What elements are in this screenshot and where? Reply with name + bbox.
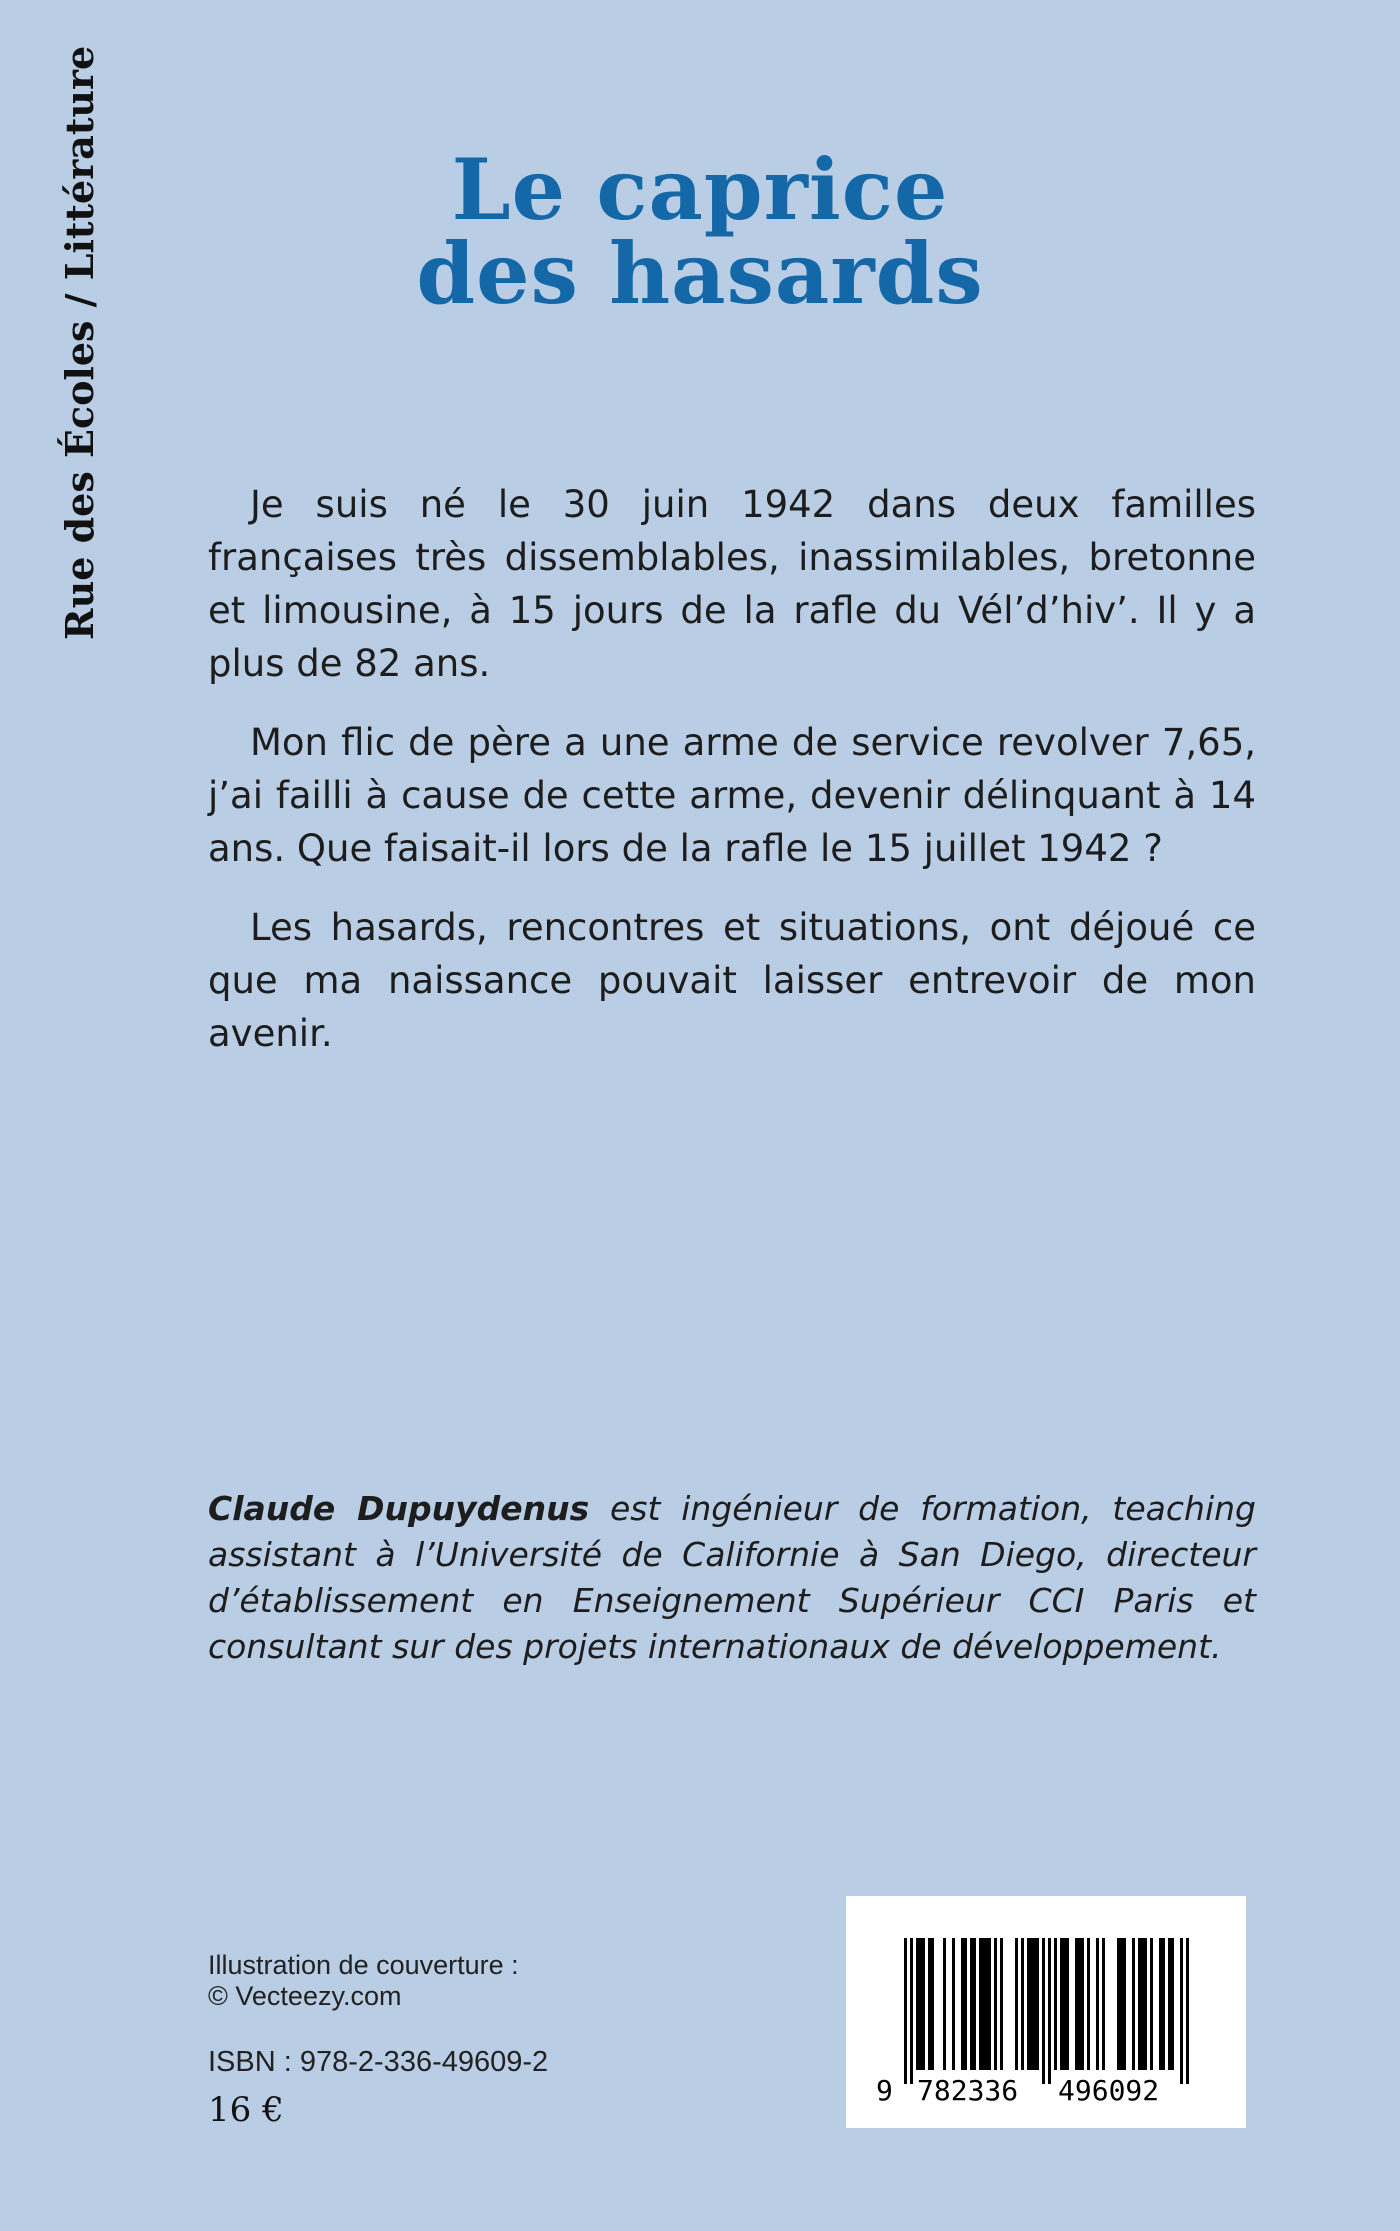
barcode-bar [994, 1938, 997, 2070]
credit-line: Illustration de couverture : [208, 1950, 519, 1980]
blurb-paragraph: Je suis né le 30 juin 1942 dans deux familles françaises très dissemblables, inassimilables, bretonne et limousine, à 15 jours de la rafle du Vél’d’hiv’. Il y a plus de 82 ans. [208, 483, 1256, 685]
barcode-bar [1063, 1938, 1066, 2070]
barcode-bar [1141, 1938, 1144, 2070]
barcode-guard-bar [910, 1938, 913, 2084]
blurb-paragraph: Les hasards, rencontres et situations, ont déjoué ce que ma naissance pouvait laisser entrevoir de mon avenir. [208, 906, 1256, 1055]
barcode-bar [1102, 1938, 1105, 2070]
barcode-digit-first: 9 [876, 2074, 893, 2107]
barcode-bar [1075, 1938, 1078, 2070]
barcode-bar [1144, 1938, 1147, 2070]
author-bio-text: est ingénieur de formation, teaching assistant à l’Université de Californie à San Diego, directeur d’établissement en Enseignement Supérieur CCI Paris et consultant sur des projets internationaux de développement. [208, 1489, 1256, 1666]
blurb [208, 478, 1256, 1086]
barcode-bar [952, 1938, 955, 2070]
barcode-bar [979, 1938, 982, 2070]
collection-name: Rue des Écoles / Littérature [57, 45, 102, 640]
barcode-bar [931, 1938, 934, 2070]
barcode-bar [1015, 1938, 1018, 2070]
barcode-bar [1054, 1938, 1057, 2070]
barcode-bar [1159, 1938, 1162, 2070]
barcode-bar [1162, 1938, 1165, 2070]
barcode-bar [1033, 1938, 1036, 2070]
barcode [846, 1896, 1246, 2128]
barcode-bar [1168, 1938, 1171, 2070]
cover-credits [208, 1950, 688, 2012]
barcode-bar [1066, 1938, 1069, 2070]
price: 16 € [208, 2090, 284, 2130]
barcode-digits-left: 782336 [917, 2074, 1019, 2107]
barcode-bar [988, 1938, 991, 2070]
barcode-bar [1150, 1938, 1153, 2070]
author-bio [208, 1486, 1256, 1670]
barcode-bar [973, 1938, 976, 2070]
barcode-bar [964, 1938, 967, 2070]
isbn: ISBN : 978-2-336-49609-2 [208, 2046, 549, 2078]
barcode-bar [1081, 1938, 1084, 2070]
barcode-bar [1123, 1938, 1126, 2070]
barcode-bar [961, 1938, 964, 2070]
title-line-1: Le caprice [451, 140, 949, 239]
book-title [300, 140, 1100, 323]
barcode-bar [1096, 1938, 1099, 2070]
barcode-bar [1030, 1938, 1033, 2070]
barcode-bar [1138, 1938, 1141, 2070]
barcode-bar [1078, 1938, 1081, 2070]
barcode-bar [1171, 1938, 1174, 2070]
barcode-bar [916, 1938, 919, 2070]
barcode-bar [1087, 1938, 1090, 2070]
barcode-bar [928, 1938, 931, 2070]
barcode-bar [1027, 1938, 1030, 2070]
barcode-bar [1120, 1938, 1123, 2070]
title-line-2: des hasards [416, 224, 984, 323]
blurb-paragraph: Mon flic de père a une arme de service revolver 7,65, j’ai failli à cause de cette arme, devenir délinquant à 14 ans. Que faisait-il lors de la rafle le 15 juillet 1942 ? [208, 721, 1256, 870]
barcode-bar [985, 1938, 988, 2070]
barcode-guard-bar [1186, 1938, 1189, 2084]
barcode-bar [922, 1938, 925, 2070]
barcode-graphic [846, 1896, 1246, 2128]
barcode-guard-bar [904, 1938, 907, 2084]
barcode-guard-bar [1180, 1938, 1183, 2084]
barcode-bar [982, 1938, 985, 2070]
barcode-digits-right: 496092 [1058, 2074, 1160, 2107]
barcode-bar [1021, 1938, 1024, 2070]
barcode-bar [1117, 1938, 1120, 2070]
barcode-bar [943, 1938, 946, 2070]
spine-label [50, 45, 110, 640]
author-name: Claude Dupuydenus [208, 1489, 590, 1528]
barcode-bar [919, 1938, 922, 2070]
barcode-bar [1132, 1938, 1135, 2070]
credit-line: © Vecteezy.com [208, 1981, 402, 2011]
barcode-bar [1060, 1938, 1063, 2070]
barcode-guard-bar [1042, 1938, 1045, 2084]
barcode-bar [1036, 1938, 1039, 2070]
barcode-bar [1000, 1938, 1003, 2070]
barcode-guard-bar [1048, 1938, 1051, 2084]
barcode-bar [970, 1938, 973, 2070]
